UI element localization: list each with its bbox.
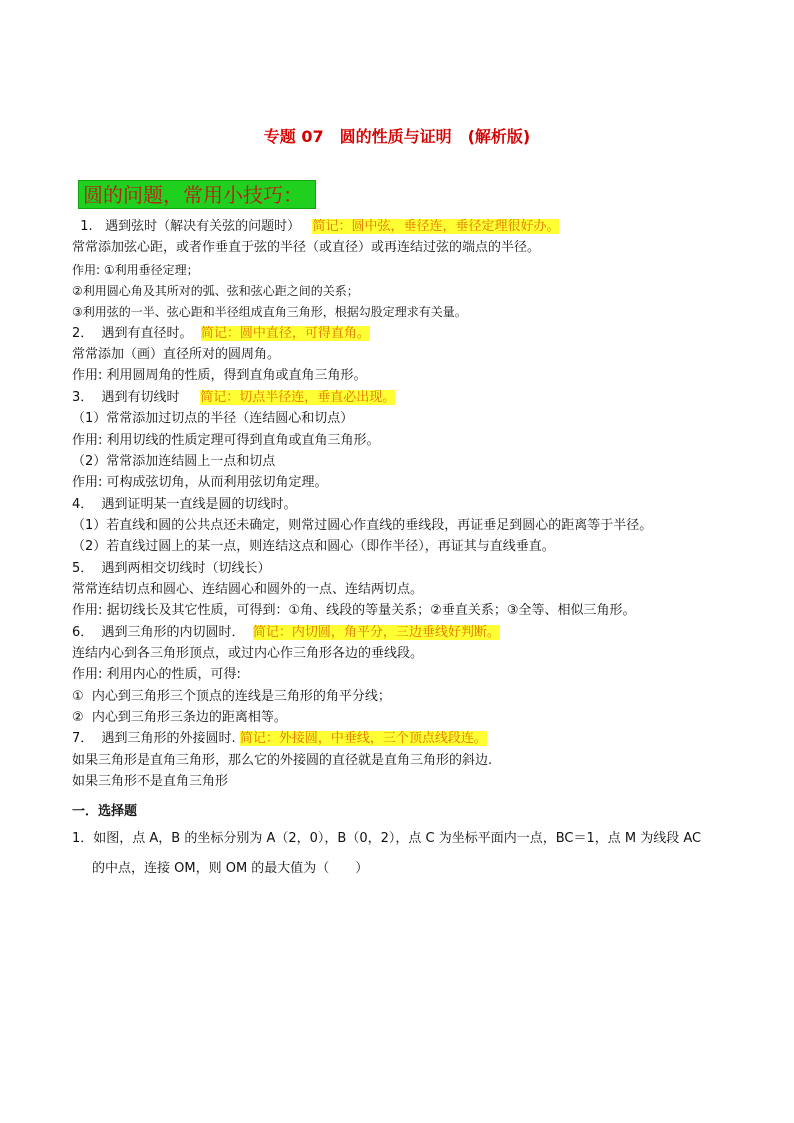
tip-line-text: 4． 遇到证明某一直线是圆的切线时。 [72, 496, 297, 512]
tip-line [72, 730, 487, 748]
tips-banner: 圆的问题，常用小技巧： [78, 180, 316, 209]
tip-line [72, 325, 370, 343]
tip-line-text: （2）若直线过圆上的某一点，则连结这点和圆心（即作半径），再证其与直线垂直。 [72, 539, 555, 555]
tip-line-text: ① 内心到三角形三个顶点的连线是三角形的角平分线； [72, 688, 391, 704]
tip-line [72, 624, 500, 642]
tip-line [72, 645, 423, 663]
tip-line [72, 239, 540, 257]
tip-note-highlight: 简记：圆中直径，可得直角。 [200, 325, 370, 341]
tip-line-text: 作用: 利用内心的性质，可得: [72, 667, 241, 683]
tip-line-text: 5． 遇到两相交切线时（切线长） [72, 560, 271, 576]
tip-line-text: ②利用圆心角及其所对的弧、弦和弦心距之间的关系； [72, 284, 359, 299]
tip-line [72, 560, 271, 578]
tip-note-highlight: 简记：切点半径连，垂直必出现。 [200, 389, 396, 405]
tip-line-text: 连结内心到各三角形顶点，或过内心作三角形各边的垂线段。 [72, 646, 424, 661]
tip-line [72, 303, 467, 321]
tip-line-text: 作用: 可构成弦切角，从而利用弦切角定理。 [72, 475, 328, 491]
tip-line-text: 1. 遇到弦时（解决有关弦的问题时） [72, 219, 313, 234]
tip-line [72, 602, 635, 620]
section-title: 一．选择题 [72, 804, 138, 819]
tip-line-text: 作用: 利用圆周角的性质，得到直角或直角三角形。 [72, 368, 367, 384]
document-title: 专题 07 圆的性质与证明 (解析版) [263, 127, 531, 146]
tip-line-text: 2． 遇到有直径时。 [72, 325, 201, 341]
tip-line [72, 773, 228, 791]
tip-line [72, 410, 353, 428]
tip-line-text: ② 内心到三角形三条边的距离相等。 [72, 710, 287, 726]
tip-line [72, 432, 380, 450]
question-1-line-1: 1．如图，点 A，B 的坐标分别为 A（2，0），B（0，2），点 C 为坐标平面内一点，BC＝1，点 M 为线段 AC [72, 831, 702, 846]
tip-note-highlight: 简记：内切圆，角平分，三边垂线好判断。 [252, 624, 500, 640]
tip-line-text: 常常添加弦心距，或者作垂直于弦的半径（或直径）或再连结过弦的端点的半径。 [72, 240, 541, 256]
tip-line [72, 666, 241, 684]
tip-line-text: 常常连结切点和圆心、连结圆心和圆外的一点、连结两切点。 [72, 581, 424, 597]
tip-line [72, 282, 359, 300]
tip-note-highlight: 简记：外接圆，中垂线，三个顶点线段连。 [239, 731, 487, 747]
tip-line [72, 496, 297, 514]
tip-line-text: 7． 遇到三角形的外接圆时. [72, 731, 240, 747]
tip-line-text: 作用: 据切线长及其它性质，可得到：①角、线段的等量关系；②垂直关系；③全等、相似三角形。 [72, 603, 636, 619]
tip-note-highlight: 简记：圆中弦，垂径连，垂径定理很好办。 [312, 219, 560, 234]
tip-line-text: （2）常常添加连结圆上一点和切点 [72, 453, 276, 469]
tip-line [72, 581, 423, 599]
tip-line [72, 709, 287, 727]
tip-line [72, 688, 391, 706]
tip-line [72, 538, 555, 556]
tip-line-text: 如果三角形是直角三角形，那么它的外接圆的直径就是直角三角形的斜边. [72, 752, 493, 768]
tip-line [72, 261, 199, 279]
tip-line [72, 453, 275, 471]
tip-line [72, 218, 559, 236]
tip-line-text: 作用: ①利用垂径定理； [72, 262, 199, 277]
tip-line-text: （1）常常添加过切点的半径（连结圆心和切点） [72, 411, 354, 427]
tip-line-text: 常常添加（画）直径所对的圆周角。 [72, 347, 281, 363]
tip-line-text: 如果三角形不是直角三角形 [72, 774, 229, 790]
tip-line [72, 752, 492, 770]
tip-line [72, 474, 328, 492]
tip-line [72, 517, 652, 535]
tip-line-text: ③利用弦的一半、弦心距和半径组成直角三角形，根据勾股定理求有关量。 [72, 305, 467, 320]
question-1-line-2: 的中点，连接 OM，则 OM 的最大值为（ ） [92, 861, 369, 876]
tip-line-text: 6． 遇到三角形的内切圆时． [72, 624, 253, 640]
tip-line [72, 346, 280, 364]
tip-line-text: 3． 遇到有切线时 [72, 389, 201, 405]
tip-line [72, 389, 395, 407]
tip-line [72, 367, 367, 385]
tip-line-text: （1）若直线和圆的公共点还未确定，则常过圆心作直线的垂线段，再证垂足到圆心的距离等于半径。 [72, 517, 653, 533]
tip-line-text: 作用: 利用切线的性质定理可得到直角或直角三角形。 [72, 432, 380, 448]
